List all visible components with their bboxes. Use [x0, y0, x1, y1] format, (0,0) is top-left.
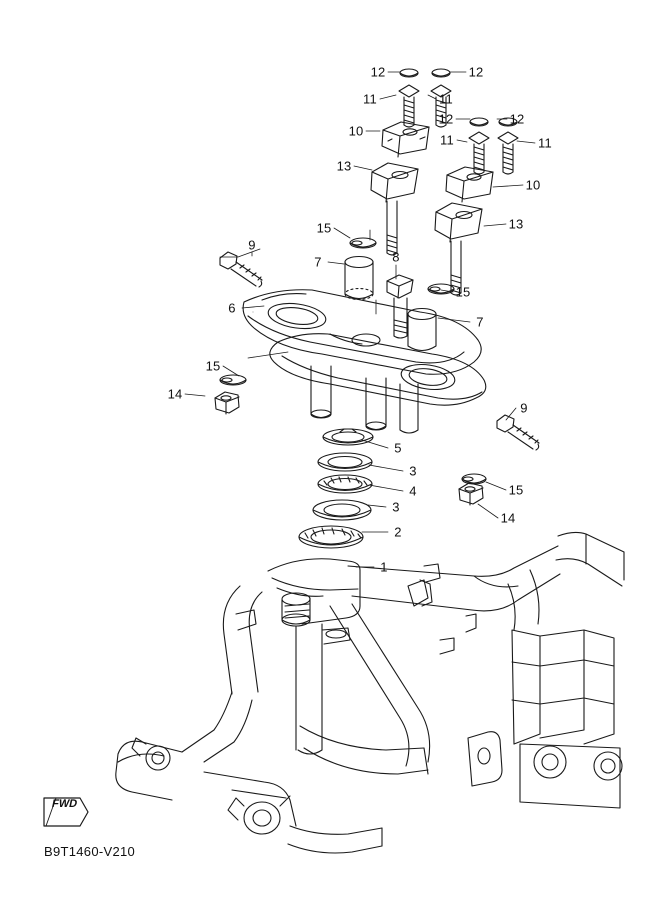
callout-4: 4 [409, 483, 417, 499]
callout-5: 5 [394, 440, 402, 456]
callout-12-c: 12 [438, 111, 454, 127]
callout-3-a: 3 [409, 463, 417, 479]
callout-9-b: 9 [520, 400, 528, 416]
callout-14-b: 14 [500, 510, 516, 526]
callout-1: 1 [380, 559, 388, 575]
callout-12-a: 12 [370, 64, 386, 80]
callout-13-a: 13 [336, 158, 352, 174]
callout-13-b: 13 [508, 216, 524, 232]
callout-12-d: 12 [509, 111, 525, 127]
fwd-direction-label: FWD [50, 798, 79, 810]
callout-11-b: 11 [439, 91, 453, 107]
callout-9-a: 9 [248, 237, 256, 253]
callout-3-b: 3 [392, 499, 400, 515]
callout-14-a: 14 [167, 386, 183, 402]
callout-11-a: 11 [363, 91, 377, 107]
callout-8: 8 [392, 249, 400, 265]
callout-7-b: 7 [476, 314, 484, 330]
callout-15-d: 15 [508, 482, 524, 498]
callout-15-b: 15 [455, 284, 471, 300]
callout-10-a: 10 [348, 123, 364, 139]
callout-11-d: 11 [538, 135, 552, 151]
callout-10-b: 10 [525, 177, 541, 193]
callout-11-c: 11 [440, 132, 454, 148]
part-code-label: B9T1460-V210 [44, 844, 136, 859]
callout-2: 2 [394, 524, 402, 540]
callout-6: 6 [228, 300, 236, 316]
callout-7-a: 7 [314, 254, 322, 270]
callout-15-c: 15 [205, 358, 221, 374]
callout-12-b: 12 [468, 64, 484, 80]
callout-15-a: 15 [316, 220, 332, 236]
